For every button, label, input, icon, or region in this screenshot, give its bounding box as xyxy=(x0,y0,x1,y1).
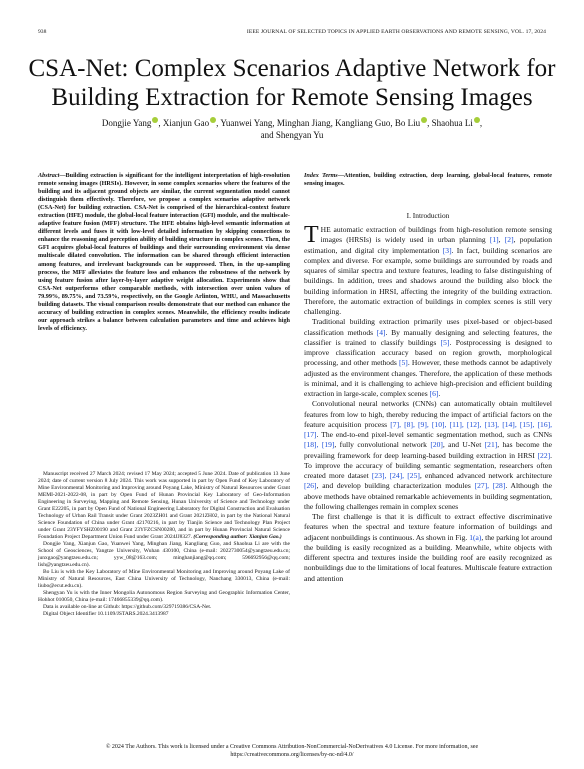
text: , population estimation, and digital city implementation xyxy=(304,235,552,255)
citation-link[interactable]: [6] xyxy=(429,389,439,398)
text: Convolutional neural networks (CNNs) can automatically obtain multilevel features from low to high, thereby reducing the impact of artificial factors on the feature acquisition process xyxy=(304,399,552,429)
text: , has become the prevailing framework for deep learning-based building extraction in HRSI xyxy=(304,440,553,460)
citation-link[interactable]: [22] xyxy=(537,450,551,460)
corresponding-author: (Corresponding author: Xianjun Gao.) xyxy=(193,533,282,540)
text: . xyxy=(438,389,441,398)
text: . Postprocessing is designed to improve classification accuracy based on region growth, morphological processing, and other methods xyxy=(304,337,552,368)
text: , the parking lot around the building is easily recognized as a building. Meanwhile, white objects with different spectra and textures inside the building roof are easily recognized as nonbuildings due to the limitations of local features. Multiscale feature extraction and attention xyxy=(304,532,552,583)
license-text: © 2024 The Authors. This work is licensed under a Creative Commons Attribution-NonCommercial-NoDerivatives 4.0 License. For more information, see xyxy=(105,744,479,750)
citation-link[interactable]: [3] xyxy=(442,245,452,255)
text: The first challenge is that it is difficult to extract effective discriminative features when the spectral and texture feature information of buildings and adjacent nonbuildings is continuous. As shown in Fig. xyxy=(304,512,552,542)
author-text: , Xianjun Gao xyxy=(158,118,210,128)
citation-link[interactable]: [27], [28] xyxy=(474,481,506,491)
abstract xyxy=(38,172,290,333)
text: . The end-to-end pixel-level semantic segmentation method, such as CNNs xyxy=(316,430,552,439)
author-text: and Shengyan Yu xyxy=(260,130,324,140)
author-text: , xyxy=(479,118,483,128)
text: , xyxy=(498,235,505,245)
abstract-label: Abstract xyxy=(38,172,60,179)
text: . By manually designing and selecting features, the classifier is trained to classify buildings xyxy=(304,327,552,347)
index-terms-label: Index Terms xyxy=(304,172,338,179)
section-heading: I. Introduction xyxy=(406,211,450,220)
paragraph xyxy=(304,317,552,399)
text: , enhanced advanced network architecture xyxy=(419,471,552,480)
journal-name: IEEE JOURNAL OF SELECTED TOPICS IN APPLIED EARTH OBSERVATIONS AND REMOTE SENSING, VOL. 17, 2024 xyxy=(246,29,546,35)
license-url[interactable]: https://creativecommons.org/licenses/by-nc-nd/4.0/ xyxy=(230,752,354,758)
citation-link[interactable]: [5] xyxy=(399,358,408,368)
author-text: , Shaohua Li xyxy=(427,118,473,128)
affiliation-note: Shengyan Yu is with the Inner Mongolia Autonomous Region Surveying and Geographic Information Center, Hohhot 010050, China (e-mail: 17466855339@qq.com). xyxy=(38,589,290,603)
citation-link[interactable]: [5] xyxy=(440,337,450,347)
title-line-2: Building Extraction for Remote Sensing Images xyxy=(51,84,533,111)
index-terms xyxy=(304,172,552,188)
footnotes xyxy=(38,471,290,618)
abstract-text: —Building extraction is significant for the intelligent interpretation of high-resolution remote sensing images (HRSIs). However, in some complex scenarios where the features of the building and its adjacent ground objects are similar, the current segmentation model cannot distinguish them effectively. Therefore, we propose a complex scenarios adaptive network (CSA-Net) for building extraction. CSA-Net is comprised of the hierarchical-context feature extraction (HFE) module, the global-local feature interaction (GFI) module, and the multiscale-adaptive feature fusion (MFF) structure. The HFE obtains high-level semantic information at different levels and fuses it with low-level detailed information by skipping connections to enhance the reasoning and perception ability of building structure in complex scenes. Then, the GFI acquires global-local features of buildings and their surrounding environment via dense multiscale dilated convolution. The information can be shared through efficient interaction among features, and irrelevant backgrounds can be suppressed. Then, in the up-sampling process, the MFF alleviates the feature loss and enhances the robustness of the network by using feature fusion after layer-by-layer adaptive weight allocation. Experiments show that CSA-Net outperforms other comparable methods, with intersection over union values of 79.99%, 89.75%, and 73.59%, respectively, on the Google Arlinton, WHU, and Massachusetts building datasets. The visual comparison results demonstrate that our method can enhance the accuracy of building extraction in complex scenes. Meanwhile, the efficiency results indicate our approach strikes a balance between calculation parameters and time and achieves high levels of efficiency. xyxy=(38,172,290,332)
author-text: , Yuanwei Yang, Minghan Jiang, Kangliang Guo, Bo Liu xyxy=(216,118,421,128)
doi-note: Digital Object Identifier 10.1109/JSTARS.2024.3413987 xyxy=(43,610,169,617)
citation-link[interactable]: [23], [24], [25] xyxy=(371,471,420,480)
paragraph xyxy=(304,222,552,317)
text: HE automatic extraction of buildings from high-resolution remote sensing images (HRSIs) is widely used in urban planning xyxy=(320,225,552,245)
citation-link[interactable]: [4] xyxy=(376,327,386,337)
citation-link[interactable]: [21] xyxy=(484,440,498,450)
text: , fully convolutional network xyxy=(334,440,431,450)
citation-link[interactable]: [7], [8], [9], [10], [11], [12], [13], [14], [15], [16], [17] xyxy=(304,419,553,439)
title-line-1: CSA-Net: Complex Scenarios Adaptive Network for xyxy=(28,55,556,82)
text: , and develop building characterization modules xyxy=(316,481,475,491)
citation-link[interactable]: [1] xyxy=(489,235,499,245)
author-text: Dongjie Yang xyxy=(101,118,152,128)
introduction-body xyxy=(304,222,553,584)
note-text: Manuscript received 27 March 2024; revised 17 May 2024; accepted 5 June 2024. Date of publication 13 June 2024; date of current version 8 July 2024. This work was supported in part by Open Fund of Key Laboratory of Mine Environmental Monitoring and Improving around Poyang Lake, Ministry of Natural Resources under Grant MEMI-2021-2022-08, in part by Open Fund of Hunan Provincial Key Laboratory of Geo-Information Engineering in Surveying, Mapping and Remote Sensing, Hunan University of Science and Technology under Grant E22205, in part by Open Fund of National Engineering Laboratory for Digital Construction and Evaluation Technology of Urban Rail Transit under Grant 2023ZH01 and Grant 2021ZH02, in part by the National Natural Science Foundation of China under Grant 42170216, in part by Tianjin Science and Technology Plan Project under Grant 23YFYSHZ00190 and Grant 23YFZCSN00280, and in part by Hunan Provincial Natural Science Foundation Project Department Union Fund under Grant 2024JJ8327. xyxy=(38,471,290,540)
data-availability-note: Data is available on-line at Github: https://github.com/329719386/CSA-Net. xyxy=(43,603,212,610)
index-terms-text: —Attention, building extraction, deep learning, global-local features, remote sensing images. xyxy=(304,172,552,188)
text: , and U-Net xyxy=(442,440,485,450)
manuscript-note xyxy=(38,471,290,541)
paragraph xyxy=(304,512,552,584)
drop-cap: T xyxy=(304,222,319,248)
page-number: 938 xyxy=(38,29,47,35)
text: . Although the above methods have obtained remarkable achievements in building segmentation, the following challenges remain in complex scenes xyxy=(304,481,552,511)
citation-link[interactable]: [20] xyxy=(430,440,443,450)
paper-title xyxy=(20,54,564,112)
text: . However, these methods cannot be adaptively adjusted as the environment changes. Therefore, the application of these methods is minimal, and it is challenging to achieve high-precision and efficient building extraction in large-scale, complex scenes xyxy=(304,358,552,398)
text: Traditional building extraction primarily uses pixel-based or object-based classification methods xyxy=(304,317,552,337)
author-list xyxy=(56,117,528,141)
paragraph xyxy=(304,399,552,512)
affiliation-note: Dongjie Yang, Xianjun Gao, Yuanwei Yang, Minghan Jiang, Kangliang Guo, and Shaohua Li are with the School of Geosciences, Yangtze University, Wuhan 430100, China (e-mail: 2022730054@yangtzeu.edu.cn; junxgao@yangtzeu.edu.cn; yyw_08@163.com; minghanjiang@qq.com; 596692956@qq.com; lish@yangtzeu.edu.cn). xyxy=(38,540,290,568)
citation-link[interactable]: [18], [19] xyxy=(304,440,335,450)
citation-link[interactable]: [2] xyxy=(504,235,514,245)
affiliation-note: Bo Liu is with the Key Laboratory of Mine Environmental Monitoring and Improving around Poyang Lake of Ministry of Natural Resources, East China University of Technology, Nanchang 330013, China (e-mail: liubo@ecut.edu.cn). xyxy=(38,568,290,589)
citation-link[interactable]: [26] xyxy=(304,481,317,491)
text: . In fact, building scenarios are complex and diverse. For example, some buildings are surrounded by roads and squares of similar spectra and texture features, leading to false distinguishing of buildings. In addition, trees and shadows around the building also block the building information in HRSI, affecting the integrity of the building extraction. Therefore, the automatic extraction of buildings in complex scenes is still very challenging. xyxy=(304,245,552,316)
figure-link[interactable]: 1(a) xyxy=(469,532,482,542)
text: . To improve the accuracy of building semantic segmentation, researchers often created more dataset xyxy=(304,450,552,480)
license-footer xyxy=(40,743,544,759)
